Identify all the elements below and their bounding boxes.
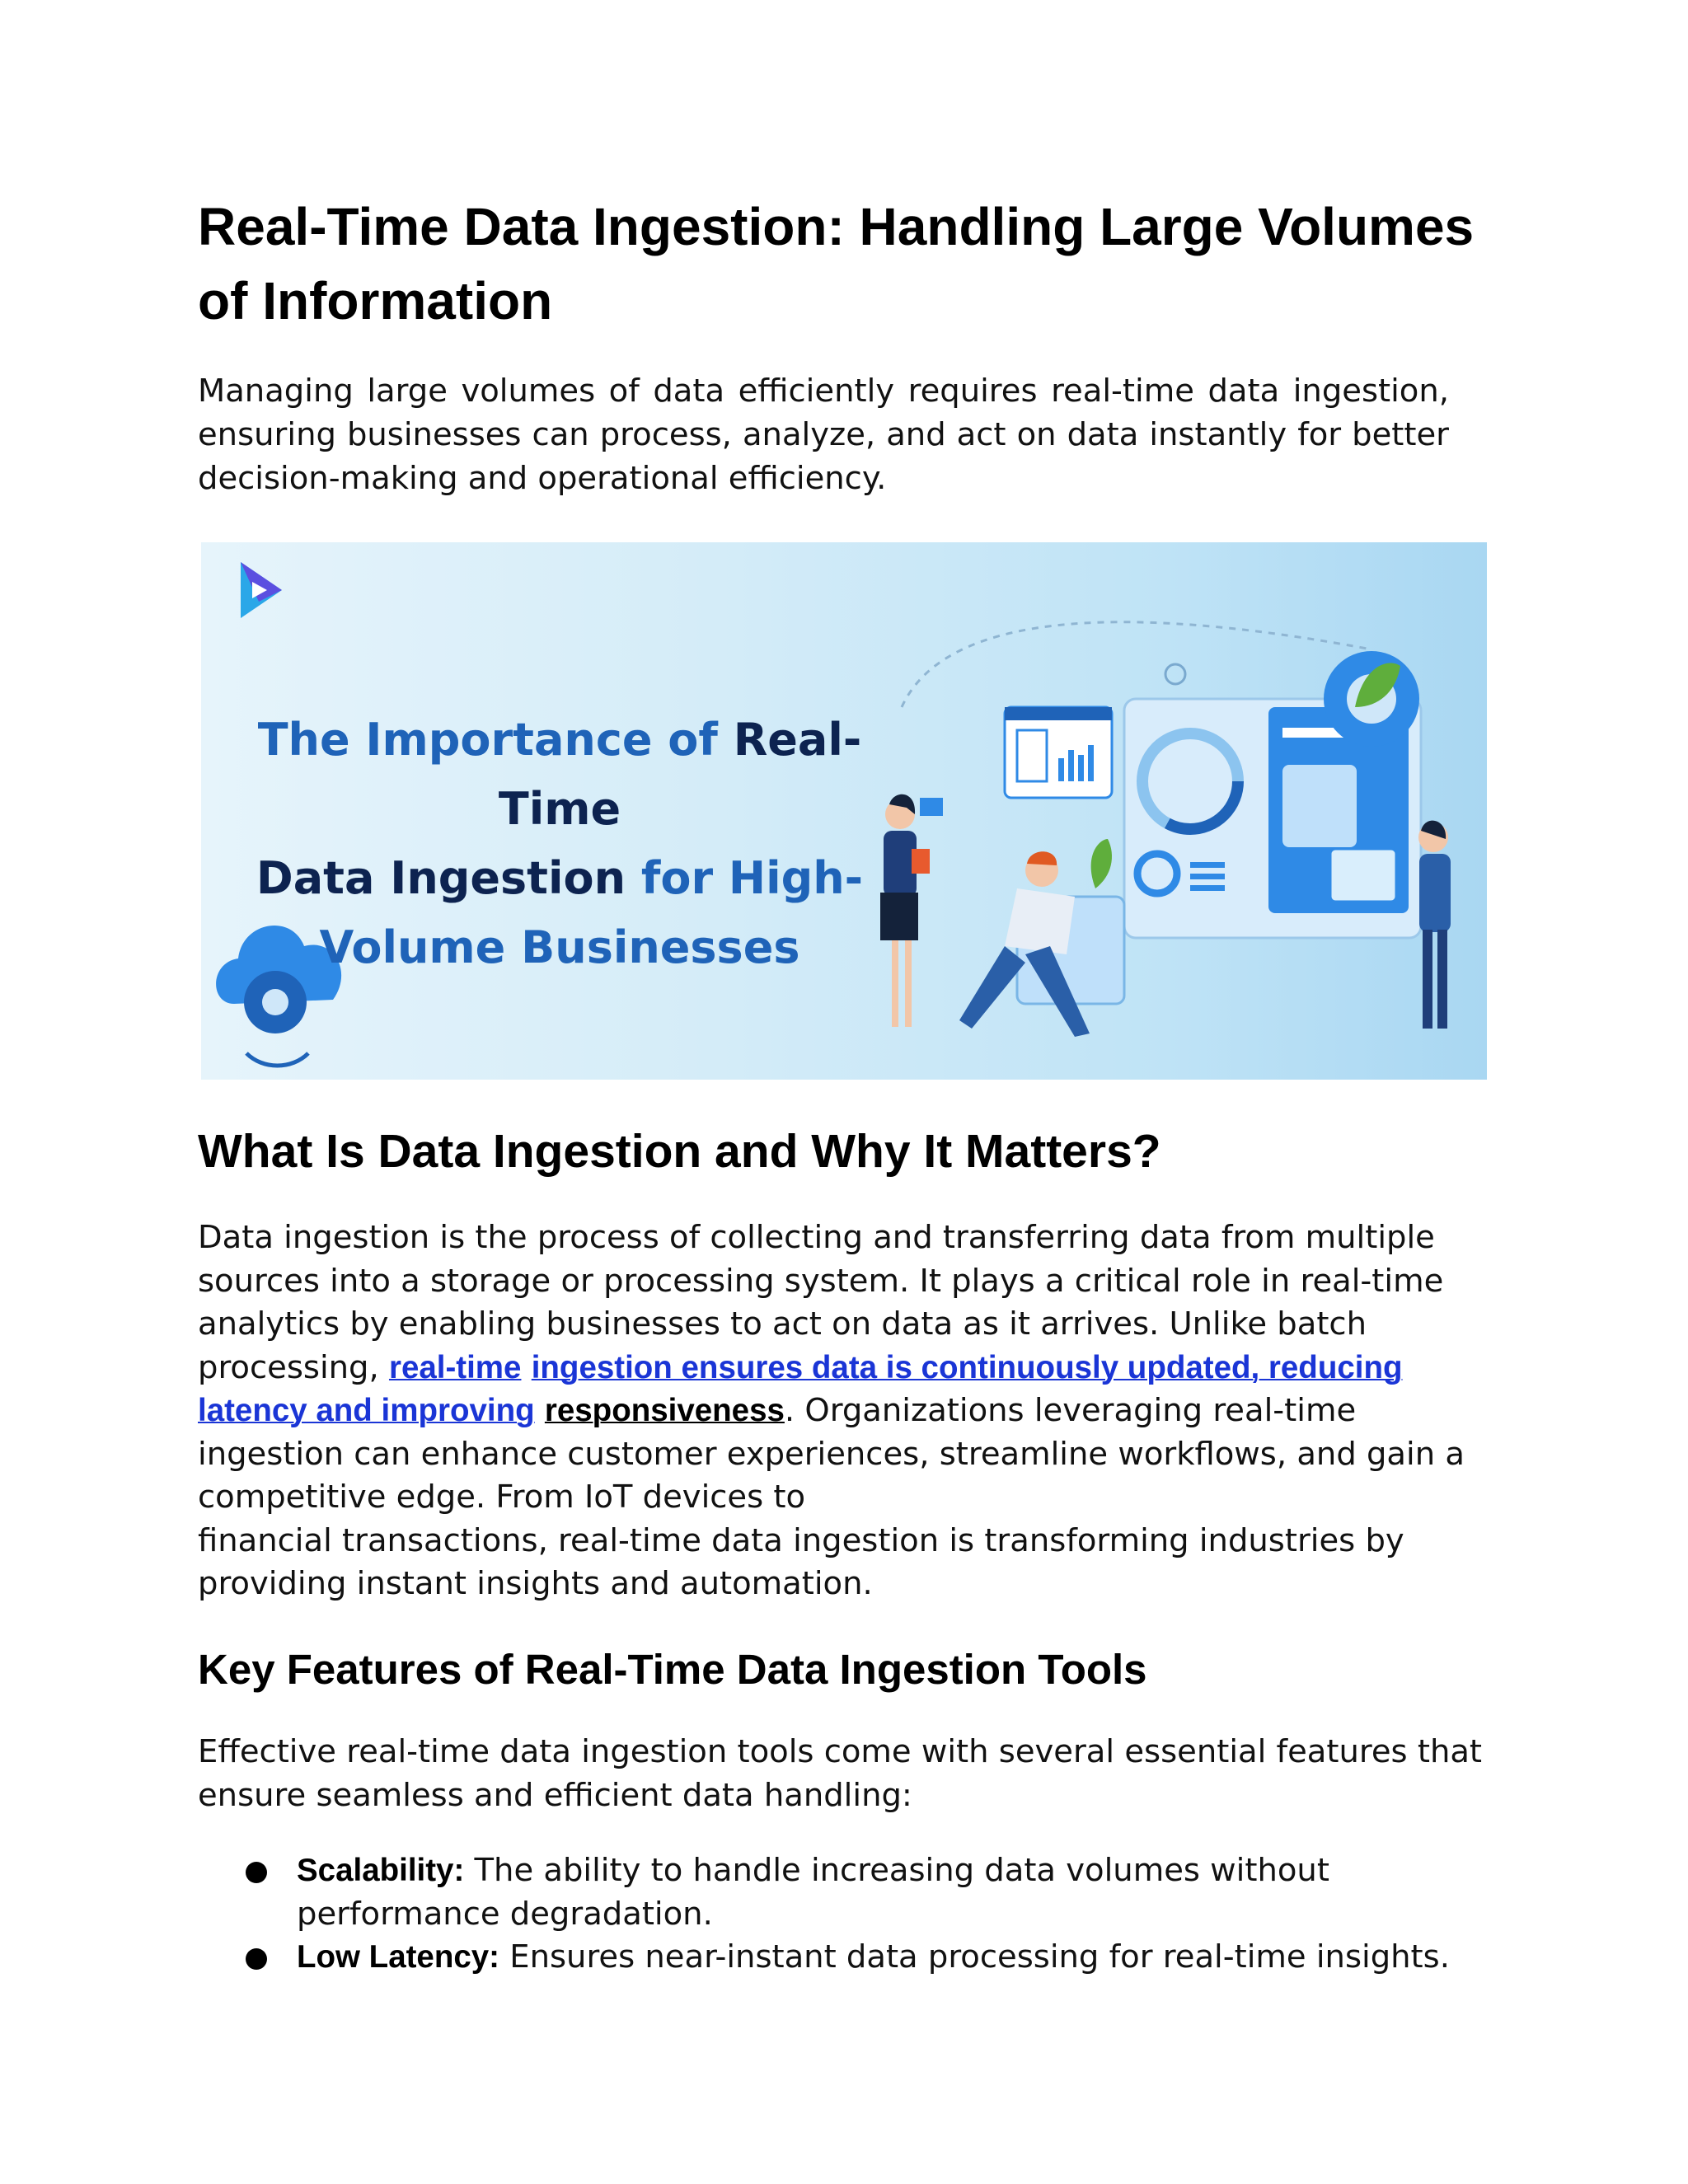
feature-term: Low Latency: [297,1939,500,1975]
feature-desc: The ability to handle increasing data volumes without performance degradation. [297,1852,1329,1933]
bullet-icon [246,1948,267,1970]
list-item [198,1936,1484,1980]
feature-desc: Ensures near-instant data processing for real-time insights. [499,1938,1450,1975]
document-title: Real-Time Data Ingestion: Handling Large Volumes of Information [198,197,1475,330]
key-features-intro: Effective real-time data ingestion tools come with several essential features that ensure seamless and efficient data handling: [198,1733,1483,1814]
play-logo-icon [241,562,282,618]
feature-list [198,1849,1484,1980]
realtime-link[interactable]: real-time [388,1349,522,1385]
ingestion-link[interactable]: ingestion ensures data is continuously updated, reducing latency and improving [198,1349,1403,1428]
bullet-icon [246,1862,267,1883]
small-circle-icon [1165,664,1185,684]
what-text-end: financial transactions, real-time data ingestion is transforming industries by providing instant insights and automation. [198,1521,1404,1602]
list-item [198,1849,1484,1936]
plant-icon [1091,839,1112,888]
woman-right-figure [1418,821,1451,1029]
what-text-after: . Organizations leveraging real-time ingestion can enhance customer experiences, streamline workflows, and gain a competitive edge. From IoT devices to [198,1392,1465,1516]
banner-heading [218,705,902,982]
banner-heading-part2: Real-Time [498,714,862,835]
feature-term: Scalability: [297,1853,465,1888]
what-text-before: Data ingestion is the process of collecting and transferring data from multiple sources into a storage or processing system. It plays a critical role in real-time analytics by enabling businesses to act on data as it arrives. Unlike batch processing, [198,1219,1444,1386]
banner-heading-part3: Data Ingestion [256,852,626,904]
bar-chart-card [1005,707,1112,798]
what-paragraph [198,1216,1484,1606]
hero-banner [201,542,1487,1080]
section-heading-what: What Is Data Ingestion and Why It Matters? [198,1125,1161,1178]
responsiveness-link[interactable]: responsiveness [544,1393,785,1428]
dashed-path [902,622,1372,707]
banner-heading-part5: Volume Businesses [319,921,800,973]
banner-heading-part1: The Importance of [257,714,734,766]
gear-icon [1324,651,1419,747]
intro-paragraph: Managing large volumes of data efficiently requires real-time data ingestion, ensuring businesses can process, analyze, and act on data instantly for better decision-making and operational efficiency. [198,373,1449,497]
section-heading-key-features: Key Features of Real-Time Data Ingestion Tools [198,1646,1147,1693]
banner-heading-part4: for High- [626,852,864,904]
